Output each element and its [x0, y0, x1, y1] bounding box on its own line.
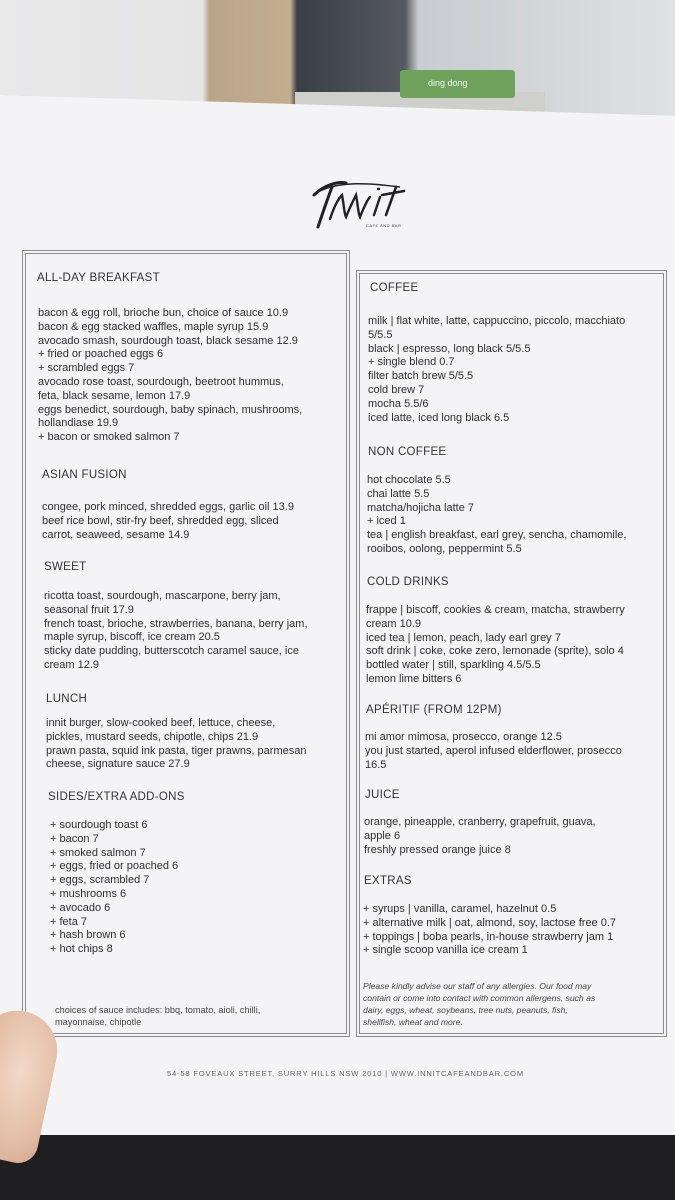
menu-line: you just started, aperol infused elderflower, prosecco	[365, 744, 622, 757]
section-title-all-day-breakfast: ALL-DAY BREAKFAST	[37, 272, 160, 284]
section-asian-fusion	[42, 501, 294, 542]
menu-line: dairy, eggs, wheat, soybeans, tree nuts, peanuts, fish,	[363, 1005, 568, 1015]
menu-line: + fried or poached eggs 6	[38, 348, 164, 361]
menu-line: + hot chips 8	[50, 943, 113, 956]
menu-line: + single blend 0.7	[368, 356, 455, 369]
menu-line: seasonal fruit 17.9	[44, 603, 134, 616]
menu-line: freshly pressed orange juice 8	[364, 843, 511, 856]
section-title-non-coffee: NON COFFEE	[368, 446, 447, 458]
section-title-extras: EXTRAS	[364, 875, 412, 887]
menu-line: bottled water | still, sparkling 4.5/5.5	[366, 659, 541, 672]
menu-line: soft drink | coke, coke zero, lemonade (sprite), solo 4	[366, 645, 624, 658]
section-title-sweet: SWEET	[44, 561, 87, 573]
menu-line: shellfish, wheat and more.	[363, 1017, 463, 1027]
menu-line: tea | english breakfast, earl grey, sencha, chamomile,	[367, 529, 627, 542]
menu-line: avocado rose toast, sourdough, beetroot hummus,	[38, 375, 284, 388]
allergy-note	[363, 980, 595, 1028]
section-title-juice: JUICE	[365, 789, 400, 801]
menu-line: Please kindly advise our staff of any allergies. Our food may	[363, 981, 592, 991]
menu-line: + avocado 6	[50, 901, 111, 914]
menu-line: matcha/hojicha latte 7	[367, 501, 475, 514]
section-juice	[364, 816, 596, 857]
menu-line: + eggs, fried or poached 6	[50, 860, 179, 873]
menu-line: cheese, signature sauce 27.9	[46, 758, 190, 771]
menu-line: + single scoop vanilla ice cream 1	[363, 944, 528, 957]
menu-line: sticky date pudding, butterscotch caramel sauce, ice	[44, 645, 299, 658]
section-all-day-breakfast	[38, 307, 302, 445]
menu-line: feta, black sesame, lemon 17.9	[38, 389, 191, 402]
menu-line: choices of sauce includes: bbq, tomato, aioli, chilli,	[55, 1005, 261, 1015]
menu-line: mayonnaise, chipotle	[55, 1017, 142, 1027]
menu-line: + eggs, scrambled 7	[50, 874, 150, 887]
menu-line: maple syrup, biscoff, ice cream 20.5	[44, 631, 220, 644]
menu-line: filter batch brew 5/5.5	[368, 370, 474, 383]
footer-address: 54-58 FOVEAUX STREET, SURRY HILLS NSW 2010 | WWW.INNITCAFEANDBAR.COM	[167, 1069, 524, 1078]
menu-line: black | espresso, long black 5/5.5	[368, 342, 531, 355]
menu-line: lemon lime bitters 6	[366, 672, 462, 685]
section-title-cold-drinks: COLD DRINKS	[367, 576, 449, 588]
menu-line: chai latte 5.5	[367, 487, 430, 500]
menu-line: mocha 5.5/6	[368, 397, 429, 410]
menu-line: frappe | biscoff, cookies & cream, matcha, strawberry	[366, 604, 625, 616]
menu-line: + hash brown 6	[50, 929, 126, 942]
menu-line: ricotta toast, sourdough, mascarpone, berry jam,	[44, 590, 281, 602]
menu-line: + scrambled eggs 7	[38, 362, 135, 375]
section-coffee	[368, 315, 625, 425]
background-sign-text: ding dong	[428, 78, 468, 88]
menu-line: + toppings | boba pearls, in-house strawberry jam 1	[363, 930, 614, 943]
menu-line: milk | flat white, latte, cappuccino, piccolo, macchiato	[368, 315, 626, 327]
menu-line: carrot, seaweed, sesame 14.9	[42, 528, 190, 541]
menu-line: bacon & egg stacked waffles, maple syrup 15.9	[38, 320, 269, 333]
section-title-aperitif: APÉRITIF (FROM 12PM)	[366, 704, 502, 716]
background-sign	[400, 70, 515, 98]
menu-line: rooibos, oolong, peppermint 5.5	[367, 542, 522, 555]
section-title-coffee: COFFEE	[370, 282, 419, 294]
menu-line: orange, pineapple, cranberry, grapefruit, guava,	[364, 816, 596, 828]
menu-line: + sourdough toast 6	[50, 819, 148, 831]
menu-line: + alternative milk | oat, almond, soy, lactose free 0.7	[363, 916, 617, 929]
menu-line: prawn pasta, squid ink pasta, tiger prawns, parmesan	[46, 744, 307, 757]
menu-line: + feta 7	[50, 915, 88, 928]
menu-line: contain or come into contact with common allergens, such as	[363, 993, 596, 1003]
menu-line: + smoked salmon 7	[50, 846, 146, 859]
section-aperitif	[365, 731, 622, 772]
menu-line: + bacon 7	[50, 832, 99, 845]
menu-line: + iced 1	[367, 515, 406, 528]
menu-line: cream 10.9	[366, 617, 422, 630]
menu-line: bacon & egg roll, brioche bun, choice of sauce 10.9	[38, 307, 289, 319]
menu-line: 5/5.5	[368, 328, 393, 341]
background-floor	[0, 1125, 675, 1200]
menu-line: innit burger, slow-cooked beef, lettuce, cheese,	[46, 717, 276, 729]
menu-line: cream 12.9	[44, 658, 100, 671]
section-title-asian-fusion: ASIAN FUSION	[42, 469, 127, 481]
menu-line: iced tea | lemon, peach, lady earl grey 7	[366, 631, 561, 644]
menu-line: mi amor mimosa, prosecco, orange 12.5	[365, 731, 562, 743]
menu-line: + mushrooms 6	[50, 887, 127, 900]
section-sides	[50, 819, 178, 957]
menu-line: iced latte, iced long black 6.5	[368, 411, 510, 424]
menu-line: hot chocolate 5.5	[367, 474, 451, 486]
section-title-lunch: LUNCH	[46, 693, 88, 705]
section-extras	[363, 903, 616, 958]
menu-line: beef rice bowl, stir-fry beef, shredded egg, sliced	[42, 514, 279, 527]
menu-line: 16.5	[365, 758, 387, 771]
section-title-sides: SIDES/EXTRA ADD-ONS	[48, 791, 185, 803]
section-lunch	[46, 717, 306, 772]
menu-line: + syrups | vanilla, caramel, hazelnut 0.5	[363, 903, 557, 915]
menu-line: congee, pork minced, shredded eggs, garlic oil 13.9	[42, 501, 294, 513]
menu-line: hollandiase 19.9	[38, 417, 119, 430]
sauce-note	[55, 1004, 260, 1028]
logo-subtitle: CAFE AND BAR	[366, 223, 402, 228]
section-cold-drinks	[366, 604, 625, 687]
section-sweet	[44, 590, 308, 673]
menu-line: eggs benedict, sourdough, baby spinach, mushrooms,	[38, 403, 303, 416]
menu-line: apple 6	[364, 829, 401, 842]
menu-line: avocado smash, sourdough toast, black sesame 12.9	[38, 334, 298, 347]
menu-line: + bacon or smoked salmon 7	[38, 431, 180, 444]
menu-line: cold brew 7	[368, 383, 425, 396]
section-non-coffee	[367, 474, 626, 557]
menu-line: pickles, mustard seeds, chipotle, chips 21.9	[46, 730, 259, 743]
menu-line: french toast, brioche, strawberries, banana, berry jam,	[44, 617, 308, 630]
